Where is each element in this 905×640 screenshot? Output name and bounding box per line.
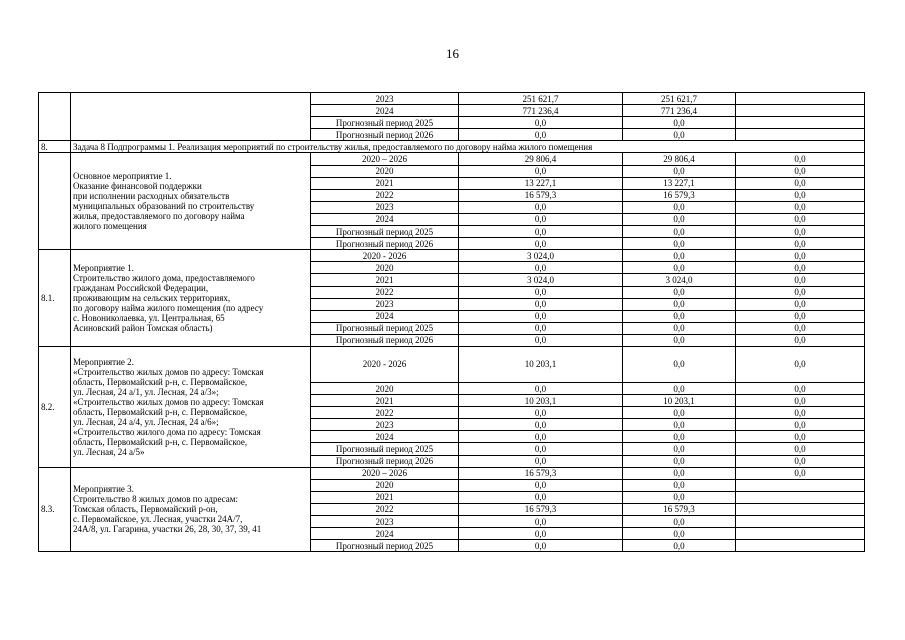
item-name-line: «Строительство жилого дома по адресу: Томская <box>73 426 261 437</box>
value-cell-3 <box>736 105 865 117</box>
value-cell-2: 0,0 <box>623 201 736 213</box>
item-name-line: Строительство жилого дома, предоставляемого <box>73 273 255 284</box>
value-cell-2: 0,0 <box>623 334 736 346</box>
total-cell: 0,0 <box>459 540 623 552</box>
name-cell <box>71 93 311 141</box>
period-cell: 2023 <box>311 298 459 310</box>
item-name-line: «Строительство жилых домов по адресу: Томская <box>73 366 264 377</box>
value-cell-2: 16 579,3 <box>623 503 736 515</box>
page-number: 16 <box>446 46 459 61</box>
value-cell-2: 0,0 <box>623 346 736 382</box>
period-cell: Прогнозный период 2025 <box>311 322 459 334</box>
item-number: 8.1. <box>39 250 71 347</box>
period-cell: 2020 - 2026 <box>311 346 459 382</box>
value-cell-2: 0,0 <box>623 540 736 552</box>
period-cell: 2021 <box>311 177 459 189</box>
value-cell-2: 0,0 <box>623 419 736 431</box>
value-cell-2: 0,0 <box>623 213 736 225</box>
value-cell-3: 0,0 <box>736 250 865 262</box>
total-cell: 0,0 <box>459 431 623 443</box>
value-cell-3: 0,0 <box>736 274 865 286</box>
total-cell: 0,0 <box>459 479 623 491</box>
value-cell-2: 3 024,0 <box>623 274 736 286</box>
value-cell-3 <box>736 479 865 491</box>
value-cell-3: 0,0 <box>736 165 865 177</box>
value-cell-2: 0,0 <box>623 238 736 250</box>
value-cell-2: 0,0 <box>623 226 736 238</box>
total-cell: 10 203,1 <box>459 346 623 382</box>
total-cell: 0,0 <box>459 238 623 250</box>
period-cell: 2024 <box>311 528 459 540</box>
total-cell: 3 024,0 <box>459 274 623 286</box>
item-name-line: при исполнении расходных обязательств <box>73 191 230 202</box>
value-cell-3: 0,0 <box>736 431 865 443</box>
value-cell-2: 0,0 <box>623 382 736 394</box>
period-cell: 2023 <box>311 419 459 431</box>
period-cell: 2024 <box>311 431 459 443</box>
item-name <box>71 346 311 467</box>
value-cell-2: 29 806,4 <box>623 153 736 165</box>
item-name-line: Томская область, Первомайский р-он, <box>73 504 218 515</box>
value-cell-3: 0,0 <box>736 189 865 201</box>
value-cell-2: 0,0 <box>623 117 736 129</box>
period-cell: 2020 <box>311 165 459 177</box>
total-cell: 0,0 <box>459 310 623 322</box>
total-cell: 0,0 <box>459 516 623 528</box>
value-cell-3 <box>736 129 865 141</box>
period-cell: 2024 <box>311 213 459 225</box>
value-cell-2: 0,0 <box>623 250 736 262</box>
value-cell-2: 771 236,4 <box>623 105 736 117</box>
value-cell-3: 0,0 <box>736 322 865 334</box>
total-cell: 29 806,4 <box>459 153 623 165</box>
value-cell-3: 0,0 <box>736 467 865 479</box>
total-cell: 251 621,7 <box>459 93 623 105</box>
value-cell-2: 0,0 <box>623 407 736 419</box>
value-cell-3 <box>736 540 865 552</box>
item-name-line: Оказание финансовой поддержки <box>73 181 202 192</box>
value-cell-2: 251 621,7 <box>623 93 736 105</box>
value-cell-3: 0,0 <box>736 226 865 238</box>
value-cell-3: 0,0 <box>736 213 865 225</box>
total-cell: 0,0 <box>459 262 623 274</box>
item-name-line: по договору найма жилого помещения (по адресу <box>73 303 264 314</box>
period-cell: Прогнозный период 2025 <box>311 540 459 552</box>
task-text: Задача 8 Подпрограммы 1. Реализация мероприятий по строительству жилья, предоставляемого по договору найма жилого помещения <box>71 141 865 153</box>
item-name-line: область, Первомайский р-н, с. Первомайское, <box>73 406 248 417</box>
period-cell: 2020 - 2026 <box>311 250 459 262</box>
value-cell-3: 0,0 <box>736 407 865 419</box>
period-cell: Прогнозный период 2026 <box>311 334 459 346</box>
value-cell-2: 0,0 <box>623 516 736 528</box>
value-cell-2: 0,0 <box>623 310 736 322</box>
value-cell-3: 0,0 <box>736 395 865 407</box>
item-number: 8.3. <box>39 467 71 552</box>
item-name-line: проживающим на сельских территориях, <box>73 293 231 304</box>
item-name-line: Строительство 8 жилых домов по адресам: <box>73 494 238 505</box>
table-row <box>39 93 865 105</box>
number-cell <box>39 93 71 141</box>
item-name-line: 24А/8, ул. Гагарина, участки 26, 28, 30, 37, 39, 41 <box>73 524 262 535</box>
item-name-line: Асиновский район Томская область) <box>73 323 213 334</box>
total-cell: 0,0 <box>459 165 623 177</box>
item-name-line: с. Новониколаевка, ул. Центральная, 65 <box>73 313 225 324</box>
period-cell: 2022 <box>311 189 459 201</box>
period-cell: 2023 <box>311 93 459 105</box>
period-cell: Прогнозный период 2025 <box>311 226 459 238</box>
total-cell: 0,0 <box>459 443 623 455</box>
period-cell: 2021 <box>311 395 459 407</box>
total-cell: 3 024,0 <box>459 250 623 262</box>
value-cell-2: 0,0 <box>623 467 736 479</box>
item-name <box>71 153 311 250</box>
item-name-line: жилья, предоставляемого по договору найма <box>73 211 245 222</box>
total-cell: 16 579,3 <box>459 503 623 515</box>
item-name <box>71 467 311 552</box>
value-cell-3: 0,0 <box>736 286 865 298</box>
total-cell: 0,0 <box>459 491 623 503</box>
period-cell: 2021 <box>311 491 459 503</box>
period-cell: 2021 <box>311 274 459 286</box>
total-cell: 16 579,3 <box>459 467 623 479</box>
period-cell: 2023 <box>311 201 459 213</box>
item-name-line: Мероприятие 2. <box>73 356 134 367</box>
period-cell: 2020 <box>311 382 459 394</box>
value-cell-2: 0,0 <box>623 262 736 274</box>
total-cell: 0,0 <box>459 382 623 394</box>
value-cell-3 <box>736 528 865 540</box>
value-cell-3: 0,0 <box>736 177 865 189</box>
value-cell-2: 0,0 <box>623 165 736 177</box>
value-cell-3: 0,0 <box>736 382 865 394</box>
period-cell: 2020 – 2026 <box>311 467 459 479</box>
value-cell-3: 0,0 <box>736 153 865 165</box>
total-cell: 771 236,4 <box>459 105 623 117</box>
total-cell: 0,0 <box>459 407 623 419</box>
table-body <box>39 93 865 552</box>
value-cell-2: 0,0 <box>623 431 736 443</box>
item-number: 8.2. <box>39 346 71 467</box>
value-cell-2: 0,0 <box>623 129 736 141</box>
total-cell: 16 579,3 <box>459 189 623 201</box>
value-cell-2: 0,0 <box>623 443 736 455</box>
table-row <box>39 346 865 382</box>
item-name-line: ул. Лесная, 24 а/4, ул. Лесная, 24 а/6»; <box>73 416 219 427</box>
value-cell-3: 0,0 <box>736 201 865 213</box>
item-name-line: гражданам Российской Федерации, <box>73 283 209 294</box>
period-cell: 2022 <box>311 286 459 298</box>
period-cell: 2020 <box>311 479 459 491</box>
total-cell: 13 227,1 <box>459 177 623 189</box>
value-cell-3: 0,0 <box>736 298 865 310</box>
item-name-line: ул. Лесная, 24 а/5» <box>73 446 145 457</box>
value-cell-3: 0,0 <box>736 443 865 455</box>
table-row <box>39 467 865 479</box>
period-cell: Прогнозный период 2026 <box>311 129 459 141</box>
item-name-line: жилого помещения <box>73 221 147 232</box>
value-cell-2: 10 203,1 <box>623 395 736 407</box>
item-name-line: область, Первомайский р-н, с. Первомайское, <box>73 436 248 447</box>
period-cell: 2022 <box>311 407 459 419</box>
period-cell: Прогнозный период 2026 <box>311 455 459 467</box>
value-cell-2: 0,0 <box>623 455 736 467</box>
value-cell-3 <box>736 503 865 515</box>
value-cell-3: 0,0 <box>736 419 865 431</box>
value-cell-2: 0,0 <box>623 298 736 310</box>
item-name-line: с. Первомайское, ул. Лесная, участки 24А/7, <box>73 514 243 525</box>
value-cell-3: 0,0 <box>736 334 865 346</box>
total-cell: 0,0 <box>459 117 623 129</box>
value-cell-3 <box>736 516 865 528</box>
total-cell: 0,0 <box>459 528 623 540</box>
period-cell: 2020 – 2026 <box>311 153 459 165</box>
total-cell: 10 203,1 <box>459 395 623 407</box>
item-name-line: Мероприятие 1. <box>73 263 134 274</box>
value-cell-3: 0,0 <box>736 310 865 322</box>
total-cell: 0,0 <box>459 322 623 334</box>
value-cell-3: 0,0 <box>736 346 865 382</box>
total-cell: 0,0 <box>459 201 623 213</box>
item-name-line: «Строительство жилых домов по адресу: Томская <box>73 396 264 407</box>
item-name-line: Основное мероприятие 1. <box>73 171 172 182</box>
value-cell-2: 13 227,1 <box>623 177 736 189</box>
budget-table <box>38 92 865 552</box>
period-cell: 2020 <box>311 262 459 274</box>
value-cell-2: 0,0 <box>623 322 736 334</box>
item-name-line: Мероприятие 3. <box>73 484 134 495</box>
period-cell: Прогнозный период 2026 <box>311 238 459 250</box>
value-cell-2: 0,0 <box>623 286 736 298</box>
item-number <box>39 153 71 250</box>
table-row <box>39 250 865 262</box>
total-cell: 0,0 <box>459 419 623 431</box>
total-cell: 0,0 <box>459 286 623 298</box>
table-row <box>39 153 865 165</box>
period-cell: 2024 <box>311 105 459 117</box>
total-cell: 0,0 <box>459 226 623 238</box>
value-cell-3: 0,0 <box>736 238 865 250</box>
value-cell-3 <box>736 491 865 503</box>
value-cell-3 <box>736 117 865 129</box>
value-cell-2: 0,0 <box>623 491 736 503</box>
value-cell-3: 0,0 <box>736 262 865 274</box>
task-number: 8. <box>39 141 71 153</box>
total-cell: 0,0 <box>459 129 623 141</box>
total-cell: 0,0 <box>459 298 623 310</box>
period-cell: Прогнозный период 2025 <box>311 117 459 129</box>
total-cell: 0,0 <box>459 455 623 467</box>
value-cell-2: 16 579,3 <box>623 189 736 201</box>
period-cell: Прогнозный период 2025 <box>311 443 459 455</box>
total-cell: 0,0 <box>459 334 623 346</box>
task-row <box>39 141 865 153</box>
item-name-line: область, Первомайский р-н, с. Первомайское, <box>73 376 248 387</box>
period-cell: 2022 <box>311 503 459 515</box>
period-cell: 2024 <box>311 310 459 322</box>
total-cell: 0,0 <box>459 213 623 225</box>
value-cell-2: 0,0 <box>623 479 736 491</box>
item-name <box>71 250 311 347</box>
value-cell-3: 0,0 <box>736 455 865 467</box>
value-cell-2: 0,0 <box>623 528 736 540</box>
item-name-line: муниципальных образований по строительству <box>73 201 255 212</box>
value-cell-3 <box>736 93 865 105</box>
item-name-line: ул. Лесная, 24 а/1, ул. Лесная, 24 а/3»; <box>73 386 219 397</box>
period-cell: 2023 <box>311 516 459 528</box>
